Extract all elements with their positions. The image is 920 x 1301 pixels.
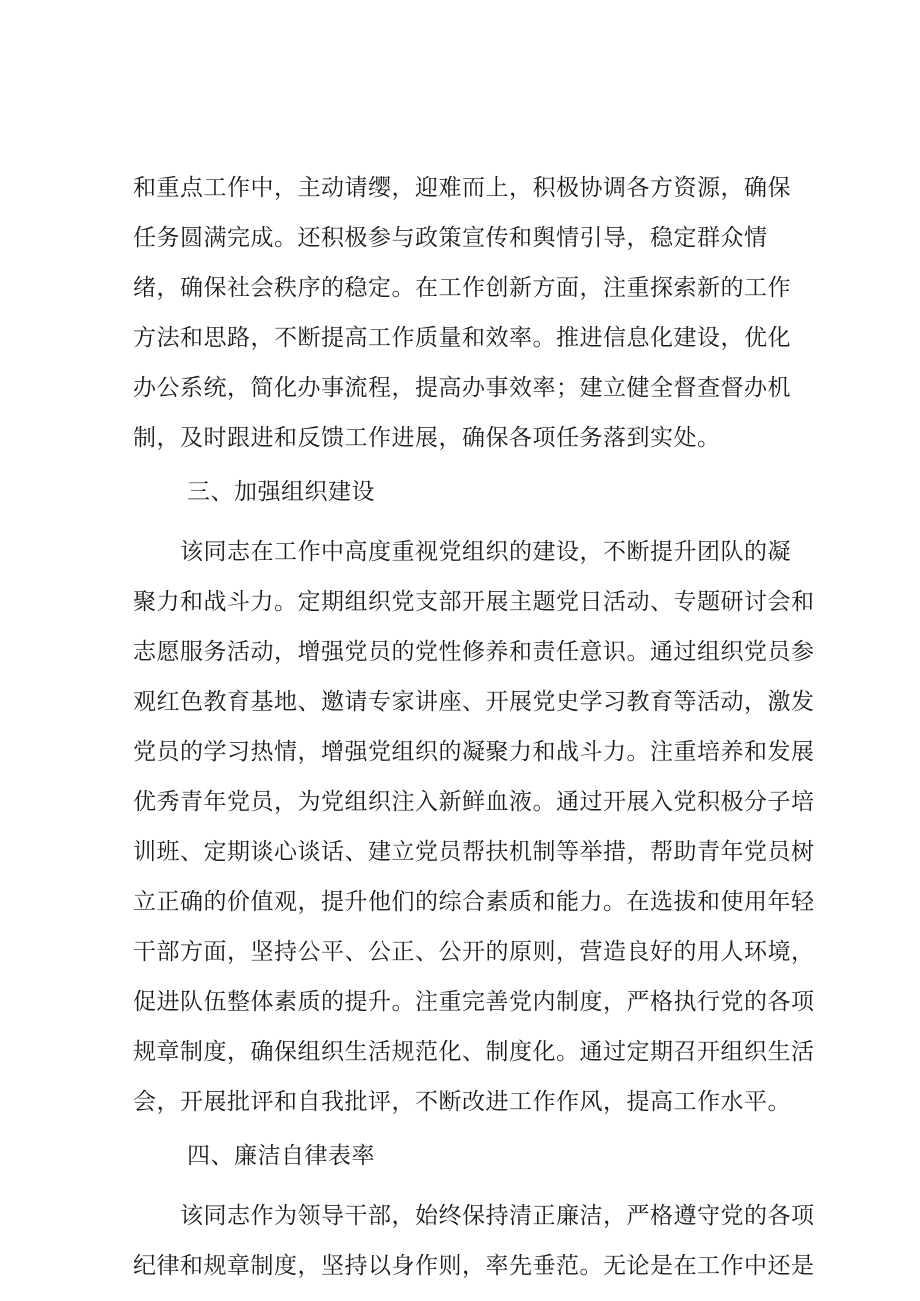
text-line: 观红色教育基地、邀请专家讲座、开展党史学习教育等活动，激发 xyxy=(133,689,815,715)
text-line: 训班、定期谈心谈话、建立党员帮扶机制等举措，帮助青年党员树 xyxy=(133,839,815,865)
text-line: 方法和思路，不断提高工作质量和效率。推进信息化建设，优化 xyxy=(133,325,791,351)
text-line: 纪律和规章制度，坚持以身作则，率先垂范。无论是在工作中还是 xyxy=(133,1253,815,1279)
text-line: 任务圆满完成。还积极参与政策宣传和舆情引导，稳定群众情 xyxy=(133,225,768,251)
text-line: 促进队伍整体素质的提升。注重完善党内制度，严格执行党的各项 xyxy=(133,989,815,1015)
text-line: 会，开展批评和自我批评，不断改进工作作风，提高工作水平。 xyxy=(133,1089,791,1115)
text-line: 和重点工作中，主动请缨，迎难而上，积极协调各方资源，确保 xyxy=(133,175,791,201)
text-line: 办公系统，简化办事流程，提高办事效率；建立健全督查督办机 xyxy=(133,375,791,401)
section-heading-integrity: 四、廉洁自律表率 xyxy=(187,1143,375,1169)
text-line: 该同志作为领导干部，始终保持清正廉洁，严格遵守党的各项 xyxy=(133,1203,815,1229)
text-line: 干部方面，坚持公平、公正、公开的原则，营造良好的用人环境， xyxy=(133,939,815,965)
text-line: 志愿服务活动，增强党员的党性修养和责任意识。通过组织党员参 xyxy=(133,639,815,665)
text-line: 绪，确保社会秩序的稳定。在工作创新方面，注重探索新的工作 xyxy=(133,275,791,301)
text-line: 聚力和战斗力。定期组织党支部开展主题党日活动、专题研讨会和 xyxy=(133,589,815,615)
text-line: 优秀青年党员，为党组织注入新鲜血液。通过开展入党积极分子培 xyxy=(133,789,815,815)
paragraph-organization-building xyxy=(133,527,815,1127)
section-heading-organization: 三、加强组织建设 xyxy=(187,479,375,505)
document-body xyxy=(133,163,815,1291)
text-line: 党员的学习热情，增强党组织的凝聚力和战斗力。注重培养和发展 xyxy=(133,739,815,765)
paragraph-work-innovation xyxy=(133,163,797,463)
text-line: 制，及时跟进和反馈工作进展，确保各项任务落到实处。 xyxy=(133,425,721,451)
paragraph-integrity xyxy=(133,1191,815,1291)
text-line: 该同志在工作中高度重视党组织的建设，不断提升团队的凝 xyxy=(133,539,791,565)
text-line: 规章制度，确保组织生活规范化、制度化。通过定期召开组织生活 xyxy=(133,1039,815,1065)
text-line: 立正确的价值观，提升他们的综合素质和能力。在选拔和使用年轻 xyxy=(133,889,815,915)
